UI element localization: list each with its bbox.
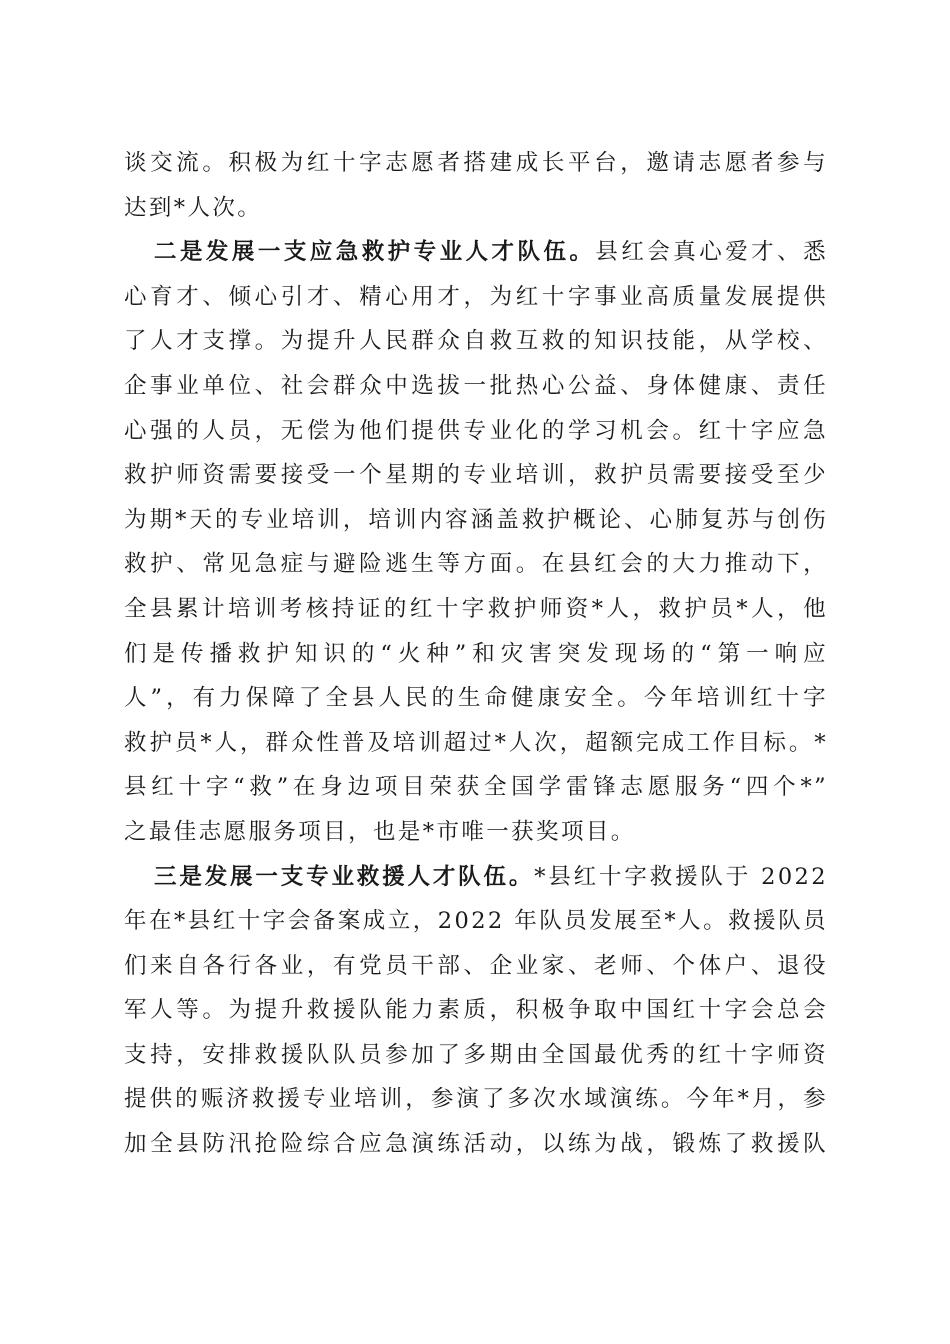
text-line: 心育才、倾心引才、精心用才，为红十字事业高质量发展提供: [124, 283, 828, 310]
text-line: 了人才支撑。为提升人民群众自救互救的知识技能，从学校、: [124, 328, 828, 355]
text-line: 救护师资需要接受一个星期的专业培训，救护员需要接受至少: [124, 462, 828, 489]
paragraph-emergency-rescue-team: [124, 230, 828, 854]
text-fragment: 县红会真心爱才、悉: [595, 239, 828, 266]
text-line: 支持，安排救援队队员参加了多期由全国最优秀的红十字师资: [124, 1041, 828, 1068]
text-line: 救护员*人，群众性普及培训超过*人次，超额完成工作目标。*: [124, 729, 828, 756]
text-line: 们来自各行各业，有党员干部、企业家、老师、个体户、退役: [124, 952, 828, 979]
text-line: 为期*天的专业培训，培训内容涵盖救护概论、心肺复苏与创伤: [124, 506, 828, 533]
text-line: 企事业单位、社会群众中选拔一批热心公益、身体健康、责任: [124, 372, 828, 399]
text-line: 军人等。为提升救援队能力素质，积极争取中国红十字会总会: [124, 997, 828, 1024]
text-line: 谈交流。积极为红十字志愿者搭建成长平台，邀请志愿者参与: [124, 150, 828, 176]
text-line: 救护、常见急症与避险逃生等方面。在县红会的大力推动下，: [124, 551, 828, 578]
text-line: 人”，有力保障了全县人民的生命健康安全。今年培训红十字: [124, 685, 828, 712]
text-line: 年在*县红十字会备案成立，2022 年队员发展至*人。救援队员: [124, 908, 828, 935]
text-line: 心强的人员，无偿为他们提供专业化的学习机会。红十字应急: [124, 417, 828, 444]
text-fragment: *县红十字救援队于 2022: [534, 863, 828, 890]
text-line: 之最佳志愿服务项目，也是*市唯一获奖项目。: [124, 818, 636, 845]
paragraph-lead-heading: 三是发展一支专业救援人才队伍。: [154, 863, 535, 890]
paragraph-volunteer-platform: [124, 141, 828, 230]
paragraph-first-line: [124, 230, 828, 275]
paragraph-professional-rescue-team: [124, 855, 828, 1167]
text-line: 县红十字“救”在身边项目荣获全国学雷锋志愿服务“四个*”: [124, 774, 828, 801]
text-line: 提供的赈济救援专业培训，参演了多次水域演练。今年*月，参: [124, 1086, 828, 1113]
document-body: [124, 141, 828, 1167]
paragraph-first-line: [124, 855, 828, 900]
paragraph-lead-heading: 二是发展一支应急救护专业人才队伍。: [154, 239, 596, 266]
text-line: 加全县防汛抢险综合应急演练活动，以练为战，锻炼了救援队: [124, 1131, 828, 1158]
text-line: 们是传播救护知识的“火种”和灾害突发现场的“第一响应: [124, 640, 828, 667]
text-line: 达到*人次。: [124, 194, 263, 221]
text-line: 全县累计培训考核持证的红十字救护师资*人，救护员*人，他: [124, 595, 828, 622]
